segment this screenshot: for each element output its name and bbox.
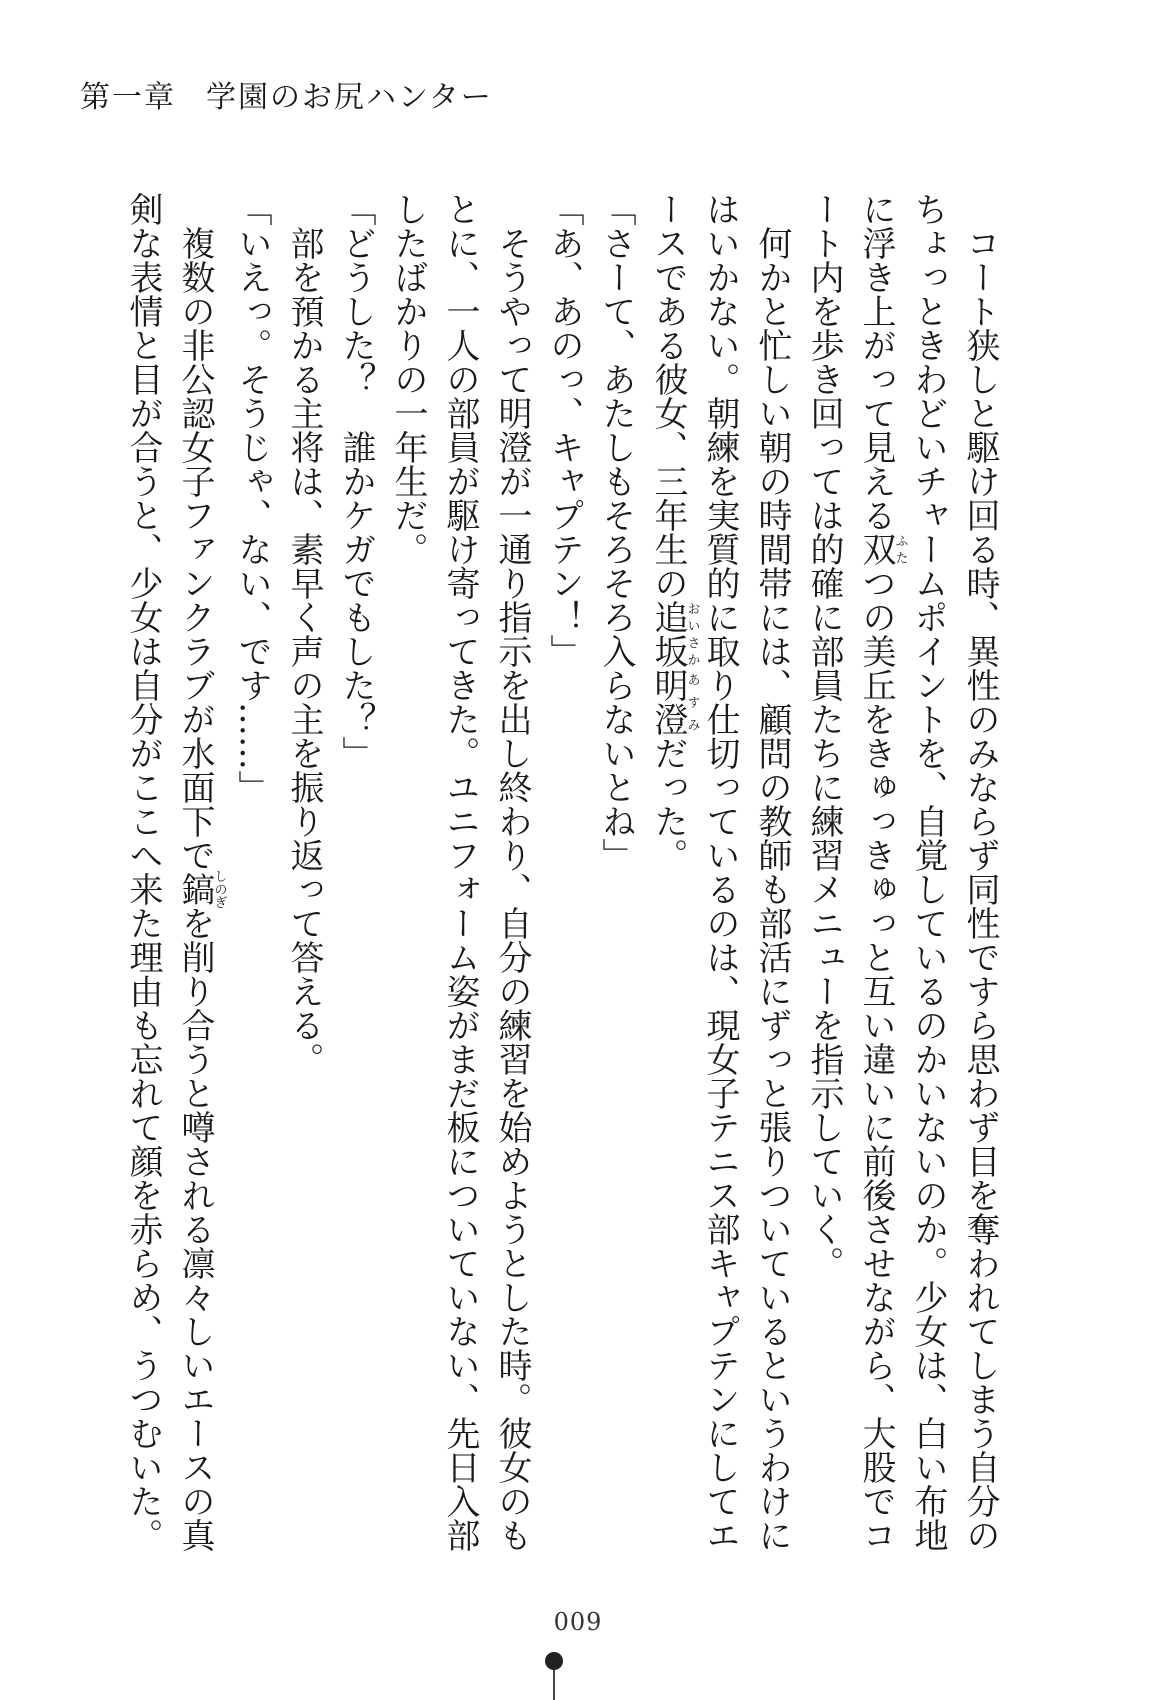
ruby-base: 追坂 bbox=[648, 600, 688, 668]
paragraph bbox=[330, 192, 382, 1552]
paragraph bbox=[642, 192, 798, 1552]
body-text bbox=[117, 192, 1006, 1552]
ruby-annotation bbox=[648, 600, 700, 668]
chapter-title: 学園のお尻ハンター bbox=[206, 80, 493, 115]
paragraph bbox=[226, 192, 278, 1552]
text-segment: 複数の非公認女子ファンクラブが水面下で bbox=[175, 226, 215, 872]
text-segment: だった。 bbox=[648, 736, 688, 872]
text-segment: コート狭しと駆け回る時、異性のみならず同性ですら思わず目を奪われてしまう自分のちょっときわどいチャームポイントを、自覚しているのかいないのか。少女は、白い布地に浮き上がって見える bbox=[856, 192, 1000, 1552]
paragraph bbox=[798, 192, 1006, 1552]
ruby-reading: ふた bbox=[892, 532, 908, 566]
paragraph bbox=[117, 192, 226, 1552]
text-segment: 「どうした？ 誰かケガでもした？」 bbox=[336, 192, 376, 770]
chapter-number: 第一章 bbox=[80, 80, 176, 115]
ruby-reading: しのぎ bbox=[211, 869, 227, 909]
chapter-header bbox=[80, 72, 493, 116]
page-number: 009 bbox=[553, 1608, 603, 1636]
page-marker-line bbox=[553, 1670, 555, 1700]
text-segment: 「さーて、あたしもそろそろ入らないとね」 bbox=[596, 192, 636, 872]
page-marker-dot bbox=[545, 1652, 563, 1670]
ruby-base: 双 bbox=[856, 532, 896, 566]
text-segment: を削り合うと噂される凛々しいエースの真剣な表情と目が合うと、少女は自分がここへ来た理由も忘れて顔を赤らめ、うつむいた。 bbox=[123, 192, 215, 1552]
text-segment: 部を預かる主将は、素早く声の主を振り返って答える。 bbox=[284, 226, 324, 1076]
text-segment: つの美丘をきゅっきゅっと互い違いに前後させながら、大股でコート内を歩き回っては的確に部員たちに練習メニューを指示していく。 bbox=[804, 192, 896, 1552]
ruby-reading: おいさか bbox=[684, 600, 700, 668]
ruby-reading: あすみ bbox=[684, 668, 700, 736]
paragraph bbox=[538, 192, 590, 1552]
ruby-annotation bbox=[856, 532, 908, 566]
paragraph bbox=[590, 192, 642, 1552]
ruby-annotation bbox=[648, 668, 700, 736]
text-segment: 何かと忙しい朝の時間帯には、顧問の教師も部活にずっと張りついているというわけにはいかない。朝練を実質的に取り仕切っているのは、現女子テニス部キャプテンにしてエースである彼女、三年生の bbox=[648, 192, 792, 1552]
paragraph bbox=[382, 192, 538, 1552]
ruby-base: 明澄 bbox=[648, 668, 688, 736]
paragraph bbox=[278, 192, 330, 1552]
text-segment: 「いえっ。そうじゃ、ない、です……」 bbox=[232, 192, 272, 804]
text-segment: 「あ、あのっ、キャプテン！」 bbox=[544, 192, 584, 668]
text-segment: そうやって明澄が一通り指示を出し終わり、自分の練習を始めようとした時。彼女のもとに、一人の部員が駆け寄ってきた。ユニフォーム姿がまだ板についていない、先日入部したばかりの一年生だ。 bbox=[388, 192, 532, 1552]
ruby-annotation bbox=[175, 869, 227, 909]
ruby-base: 鎬 bbox=[175, 869, 215, 909]
